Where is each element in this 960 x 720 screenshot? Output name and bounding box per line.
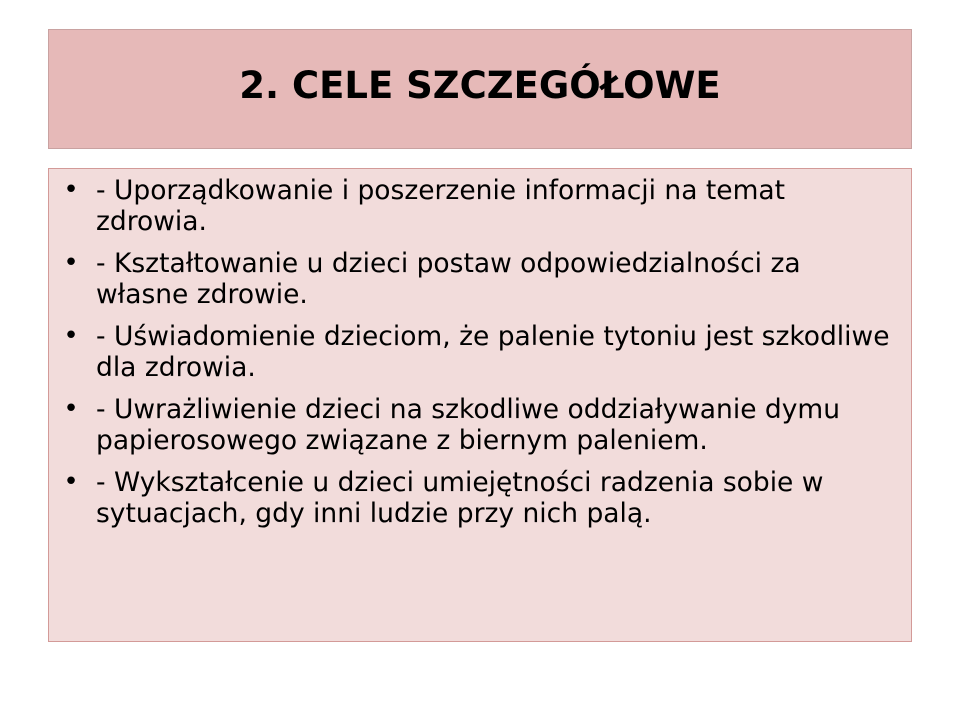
title-box: [48, 29, 912, 149]
content-box: [48, 168, 912, 642]
bullet-text: - Uporządkowanie i poszerzenie informacji na temat zdrowia.: [96, 175, 786, 237]
bullet-icon: •: [63, 467, 79, 497]
bullet-item: [61, 321, 901, 383]
bullet-item: [61, 467, 901, 529]
bullet-icon: •: [63, 175, 79, 205]
bullet-text: - Wykształcenie u dzieci umiejętności radzenia sobie w sytuacjach, gdy inni ludzie przy nich palą.: [96, 467, 824, 529]
bullet-item: [61, 175, 901, 237]
bullet-text: - Kształtowanie u dzieci postaw odpowiedzialności za własne zdrowie.: [96, 248, 801, 310]
bullet-icon: •: [63, 321, 79, 351]
bullet-icon: •: [63, 394, 79, 424]
bullet-icon: •: [63, 248, 79, 278]
bullet-text: - Uświadomienie dzieciom, że palenie tytoniu jest szkodliwe dla zdrowia.: [96, 321, 890, 383]
slide-title: 2. CELE SZCZEGÓŁOWE: [239, 63, 721, 107]
bullet-text: - Uwrażliwienie dzieci na szkodliwe oddziaływanie dymu papierosowego związane z biernym paleniem.: [96, 394, 841, 456]
bullet-item: [61, 248, 901, 310]
bullet-list: [61, 175, 901, 529]
bullet-item: [61, 394, 901, 456]
